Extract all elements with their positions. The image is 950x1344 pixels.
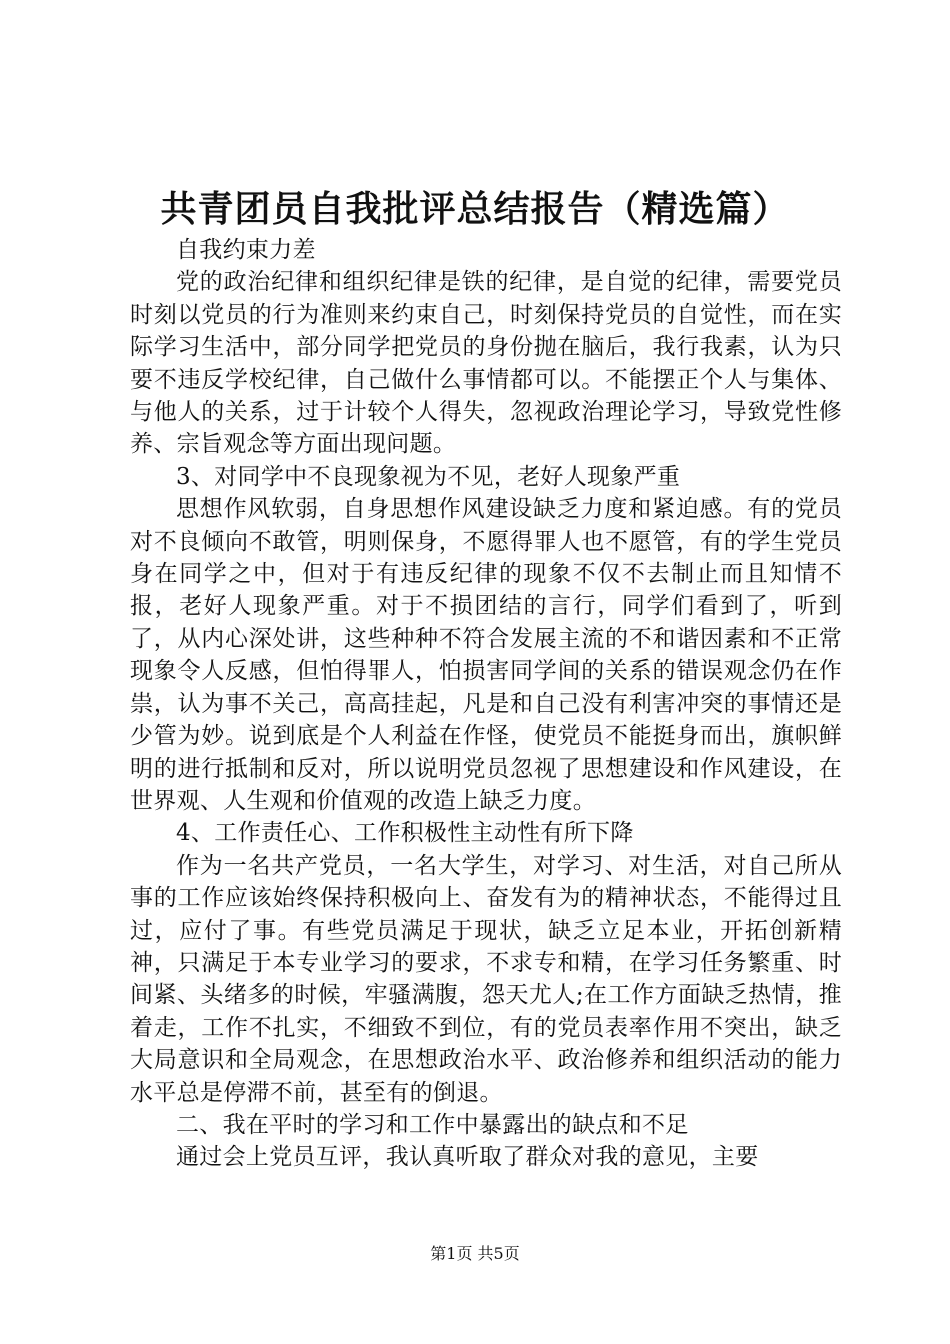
page-number-footer: 第1页 共5页 [430,1244,520,1263]
paragraph-heading: 3、对同学中不良现象视为不见，老好人现象严重 [176,463,681,490]
paragraph: 作为一名共产党员，一名大学生，对学习、对生活，对自己所从事的工作应该始终保持积极向上、奋发有为的精神状态，不能得过且过，应付了事。有些党员满足于现状，缺乏立足本业，开拓创新精神，只满足于本专业学习的要求，不求专和精，在学习任务繁重、时间紧、头绪多的时候，牢骚满腹，怨天尤人;在工作方面缺乏热情，推着走，工作不扎实，不细致不到位，有的党员表率作用不突出，缺乏大局意识和全局观念，在思想政治水平、政治修养和组织活动的能力水平总是停滞不前，甚至有的倒退。 [130,852,842,1106]
document-body [130,234,842,1174]
paragraph: 思想作风软弱，自身思想作风建设缺乏力度和紧迫感。有的党员对不良倾向不敢管，明则保身，不愿得罪人也不愿管，有的学生党员身在同学之中，但对于有违反纪律的现象不仅不去制止而且知情不报，老好人现象严重。对于不损团结的言行，同学们看到了，听到了，从内心深处讲，这些种种不符合发展主流的不和谐因素和不正常现象令人反感，但怕得罪人，怕损害同学间的关系的错误观念仍在作祟，认为事不关己，高高挂起，凡是和自己没有利害冲突的事情还是少管为妙。说到底是个人利益在作怪，使党员不能挺身而出，旗帜鲜明的进行抵制和反对，所以说明党员忽视了思想建设和作风建设，在世界观、人生观和价值观的改造上缺乏力度。 [130,496,842,814]
paragraph: 党的政治纪律和组织纪律是铁的纪律，是自觉的纪律，需要党员时刻以党员的行为准则来约束自己，时刻保持党员的自觉性，而在实际学习生活中，部分同学把党员的身份抛在脑后，我行我素，认为只要不违反学校纪律，自己做什么事情都可以。不能摆正个人与集体、与他人的关系，过于计较个人得失，忽视政治理论学习，导致党性修养、宗旨观念等方面出现问题。 [130,269,842,458]
paragraph-heading: 4、工作责任心、工作积极性主动性有所下降 [176,820,634,847]
paragraph: 通过会上党员互评，我认真听取了群众对我的意见，主要 [176,1144,759,1171]
document-title: 共青团员自我批评总结报告（精选篇） [160,189,790,230]
paragraph-heading: 二、我在平时的学习和工作中暴露出的缺点和不足 [176,1111,689,1138]
paragraph-heading: 自我约束力差 [176,237,316,263]
